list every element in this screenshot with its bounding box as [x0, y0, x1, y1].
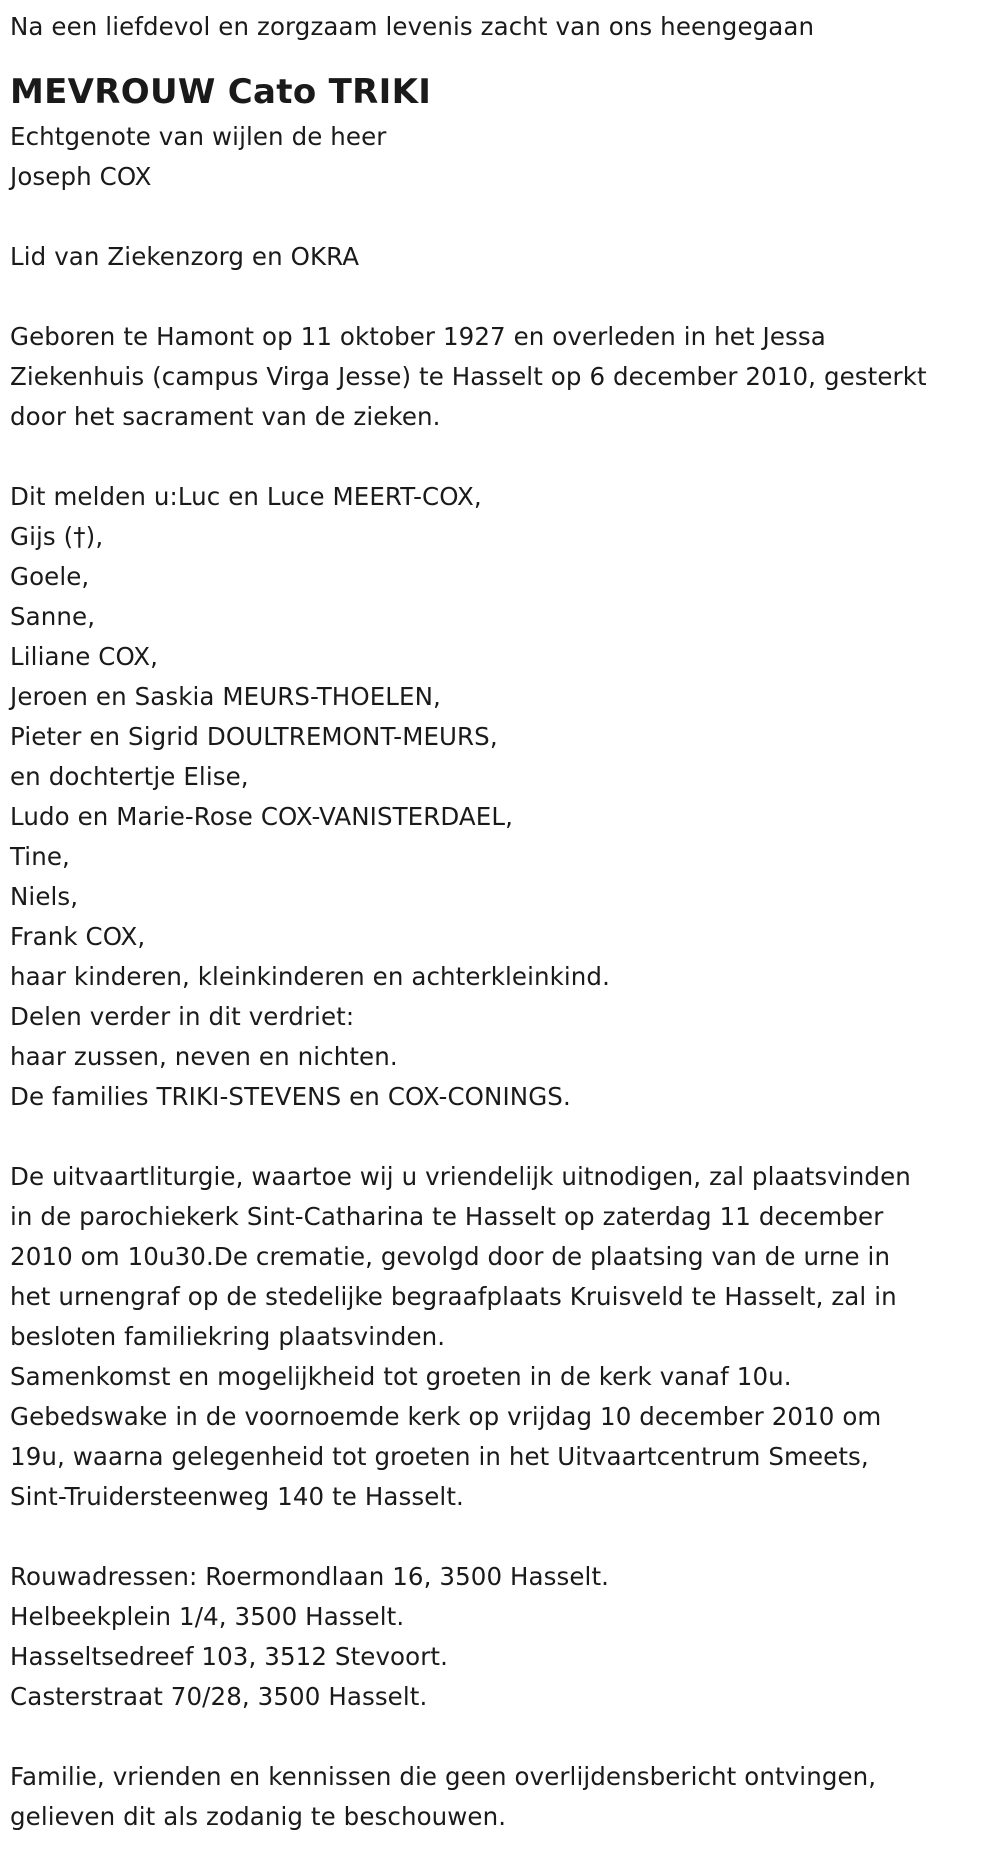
family-line: Gijs (†),: [10, 522, 104, 551]
funeral-line: besloten familiekring plaatsvinden.: [10, 1322, 446, 1351]
family-line: haar kinderen, kleinkinderen en achterkleinkind.: [10, 962, 610, 991]
spacer: [10, 1717, 1000, 1757]
funeral-line: Samenkomst en mogelijkheid tot groeten in de kerk vanaf 10u.: [10, 1362, 792, 1391]
spouse-line: Echtgenote van wijlen de heer: [10, 122, 387, 151]
funeral-line: De uitvaartliturgie, waartoe wij u vriendelijk uitnodigen, zal plaatsvinden: [10, 1162, 911, 1191]
family-line: Goele,: [10, 562, 90, 591]
family-line: Frank COX,: [10, 922, 146, 951]
family-line: De families TRIKI-STEVENS en COX-CONINGS.: [10, 1082, 571, 1111]
address-line: Rouwadressen: Roermondlaan 16, 3500 Hasselt.: [10, 1562, 610, 1591]
family-line: Liliane COX,: [10, 642, 159, 671]
spouse-name: Joseph COX: [10, 162, 152, 191]
closing-line: gelieven dit als zodanig te beschouwen.: [10, 1802, 507, 1831]
closing-section: [10, 1757, 1000, 1837]
deceased-name: MEVROUW Cato TRIKI: [10, 72, 432, 112]
family-line: Jeroen en Saskia MEURS-THOELEN,: [10, 682, 441, 711]
birth-death-section: [10, 317, 1000, 437]
funeral-line: 19u, waarna gelegenheid tot groeten in het Uitvaartcentrum Smeets,: [10, 1442, 869, 1471]
family-line: Delen verder in dit verdriet:: [10, 1002, 355, 1031]
addresses-section: [10, 1557, 1000, 1717]
address-line: Casterstraat 70/28, 3500 Hasselt.: [10, 1682, 428, 1711]
family-line: Dit melden u:Luc en Luce MEERT-COX,: [10, 482, 482, 511]
membership-text: Lid van Ziekenzorg en OKRA: [10, 242, 360, 271]
spacer: [10, 1517, 1000, 1557]
family-line: Niels,: [10, 882, 79, 911]
spouse-section: [10, 117, 1000, 197]
address-line: Hasseltsedreef 103, 3512 Stevoort.: [10, 1642, 448, 1671]
family-line: Tine,: [10, 842, 70, 871]
family-line: Ludo en Marie-Rose COX-VANISTERDAEL,: [10, 802, 513, 831]
funeral-line: Sint-Truidersteenweg 140 te Hasselt.: [10, 1482, 464, 1511]
birth-death-line: Ziekenhuis (campus Virga Jesse) te Hasselt op 6 december 2010, gesterkt: [10, 362, 927, 391]
spacer: [10, 277, 1000, 317]
family-line: en dochtertje Elise,: [10, 762, 249, 791]
spacer: [10, 1117, 1000, 1157]
intro-text: Na een liefdevol en zorgzaam levenis zacht van ons heengegaan: [10, 12, 815, 41]
family-line: Sanne,: [10, 602, 96, 631]
closing-line: Familie, vrienden en kennissen die geen overlijdensbericht ontvingen,: [10, 1762, 877, 1791]
spacer: [10, 197, 1000, 237]
birth-death-line: Geboren te Hamont op 11 oktober 1927 en overleden in het Jessa: [10, 322, 826, 351]
spacer: [10, 437, 1000, 477]
funeral-line: Gebedswake in de voornoemde kerk op vrijdag 10 december 2010 om: [10, 1402, 882, 1431]
funeral-line: 2010 om 10u30.De crematie, gevolgd door de plaatsing van de urne in: [10, 1242, 891, 1271]
family-line: haar zussen, neven en nichten.: [10, 1042, 398, 1071]
family-line: Pieter en Sigrid DOULTREMONT-MEURS,: [10, 722, 498, 751]
funeral-line: in de parochiekerk Sint-Catharina te Hasselt op zaterdag 11 december: [10, 1202, 884, 1231]
funeral-section: [10, 1157, 1000, 1517]
address-line: Helbeekplein 1/4, 3500 Hasselt.: [10, 1602, 405, 1631]
family-section: [10, 477, 1000, 1117]
funeral-line: het urnengraf op de stedelijke begraafplaats Kruisveld te Hasselt, zal in: [10, 1282, 897, 1311]
birth-death-line: door het sacrament van de zieken.: [10, 402, 441, 431]
